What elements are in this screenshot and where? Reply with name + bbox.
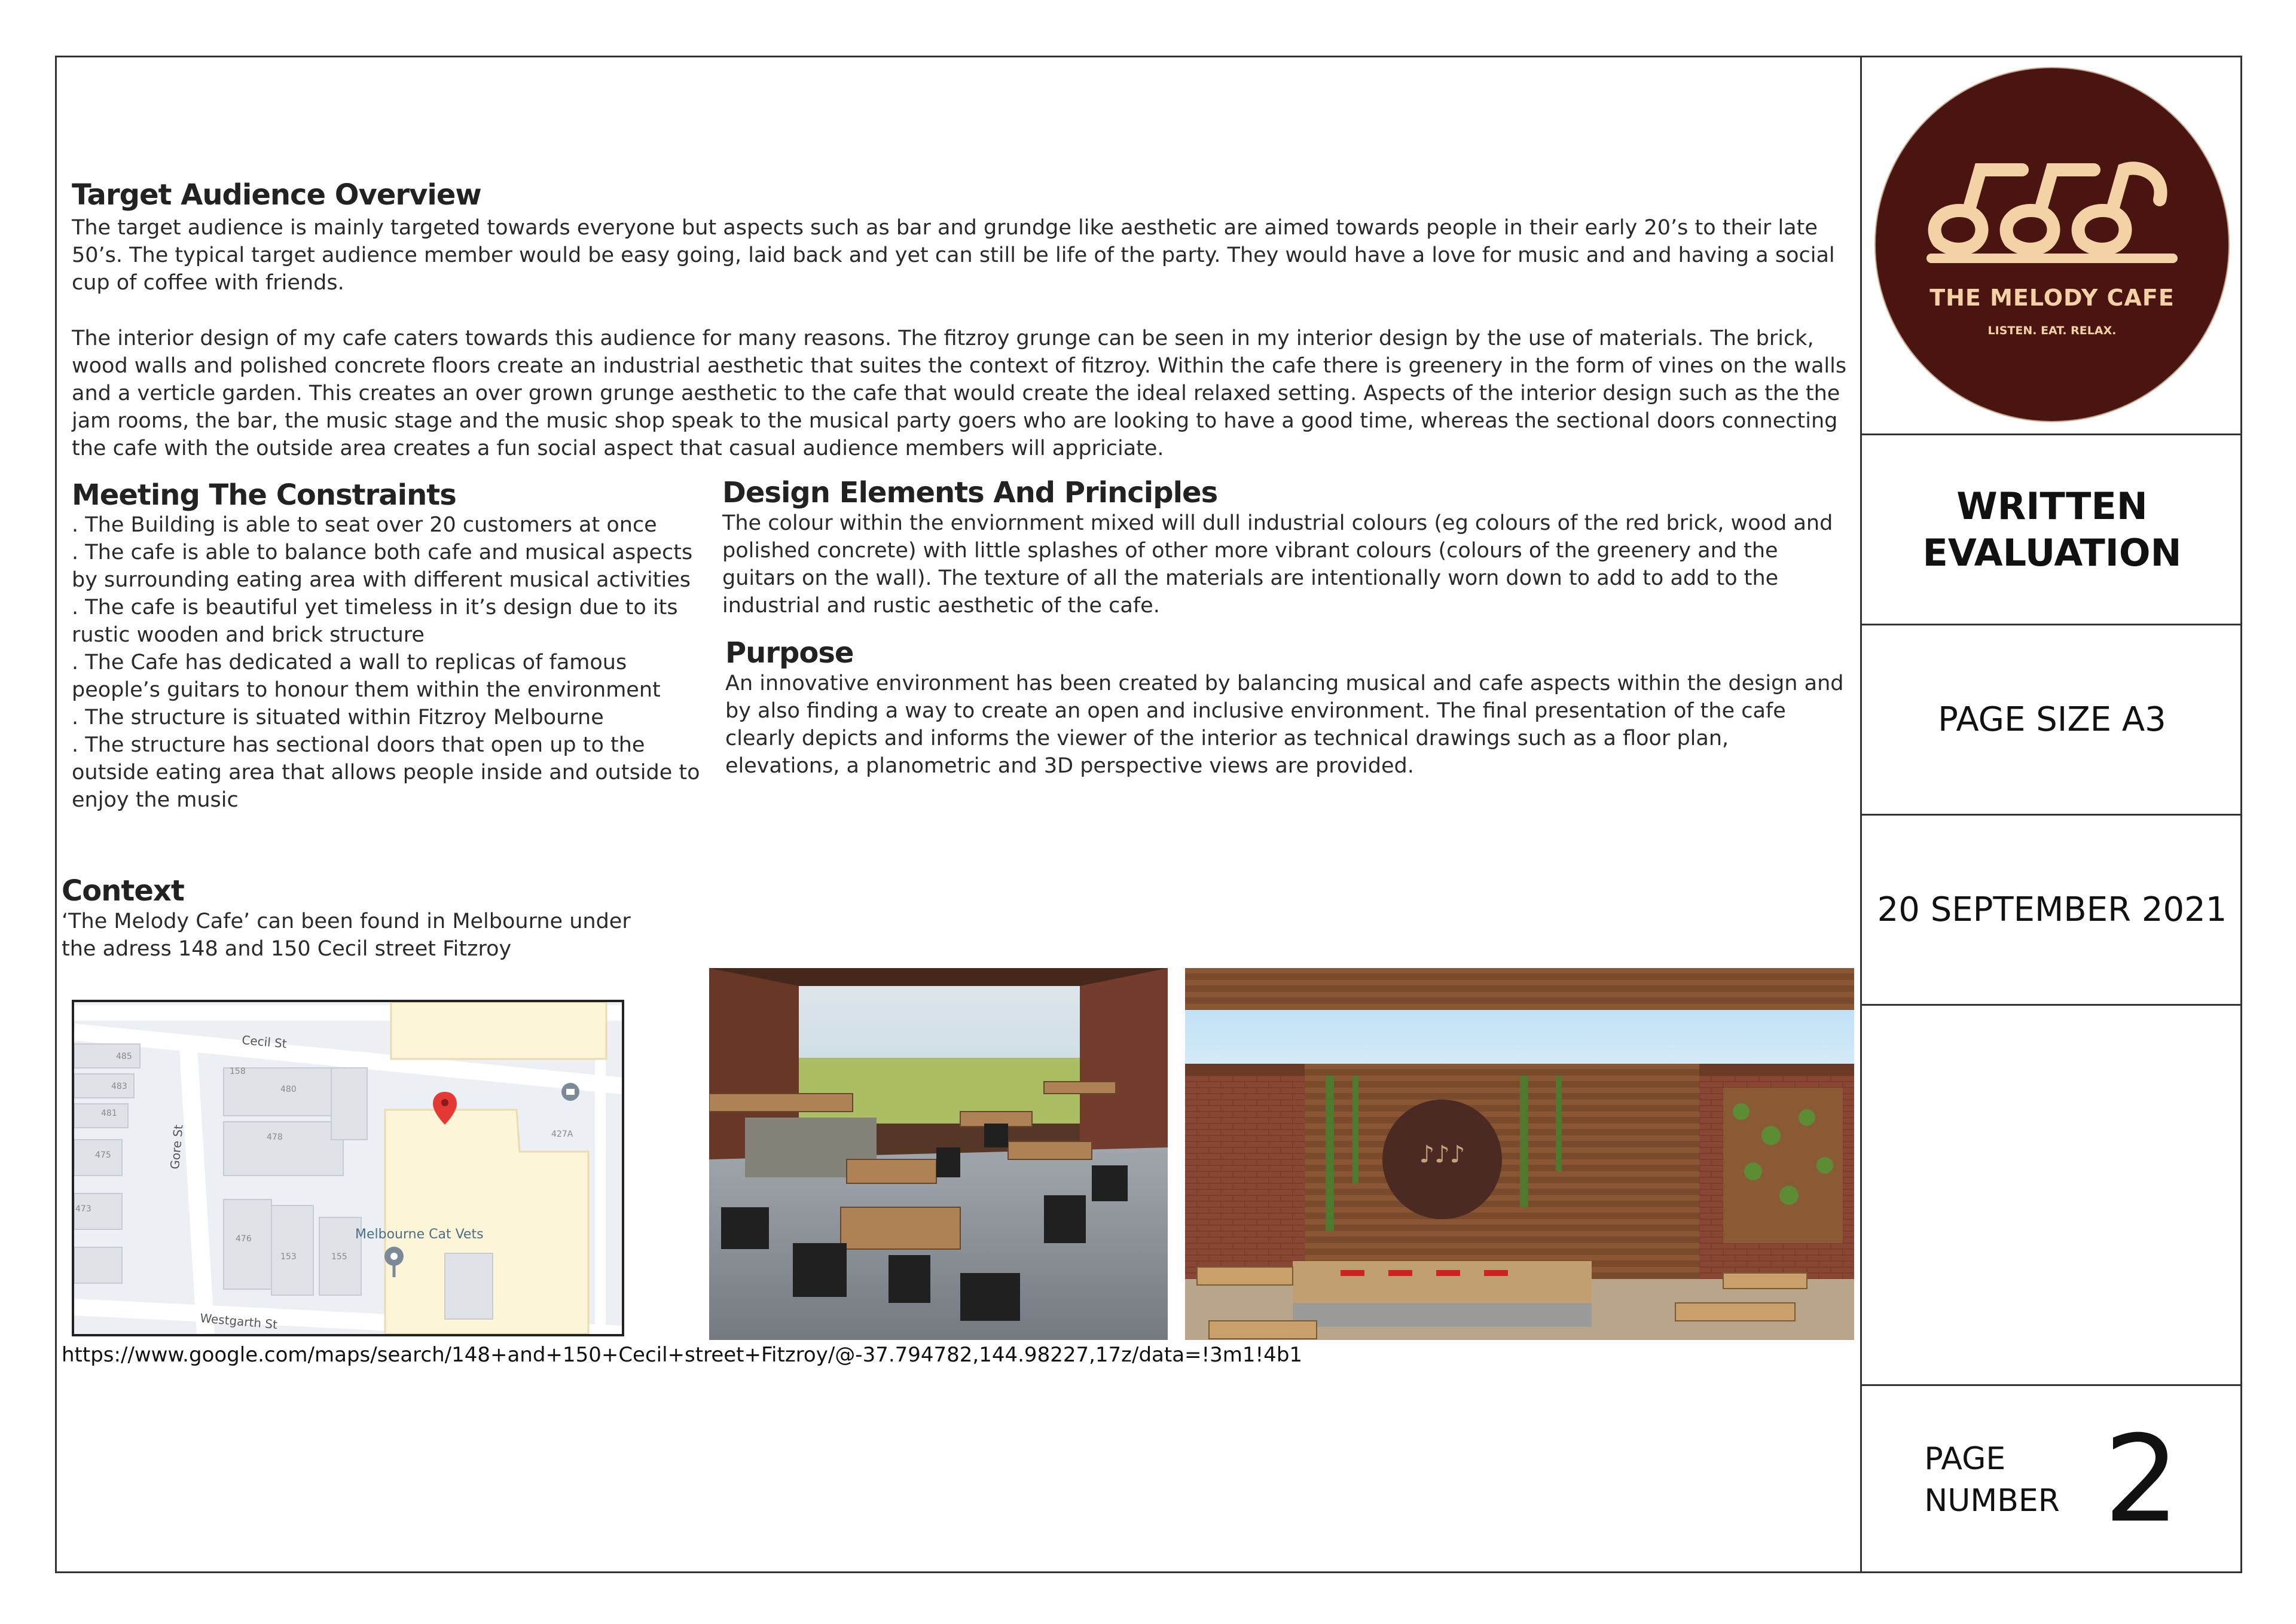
context-text: ‘The Melody Cafe’ can been found in Melbourne under the adress 148 and 150 Cecil street Fitzroy: [62, 909, 631, 961]
map-number: 153: [280, 1252, 297, 1262]
shop-pin-icon: [561, 1083, 579, 1101]
date-cell: [1862, 816, 2242, 1006]
map-number: 478: [267, 1132, 283, 1142]
page-size: PAGE SIZE A3: [1938, 700, 2166, 739]
location-map[interactable]: [72, 1000, 624, 1336]
context-heading: Context: [62, 874, 184, 908]
logo-name: THE MELODY CAFE: [1929, 285, 2175, 311]
map-number: 158: [230, 1067, 246, 1076]
title-block: [1860, 56, 2242, 1573]
constraint-item: . The structure has sectional doors that open up to the outside eating area that allows people inside and outside to enjoy the music: [72, 733, 700, 812]
constraint-item: . The structure is situated within Fitzroy Melbourne: [72, 706, 604, 729]
page-number-cell: [1862, 1386, 2242, 1573]
map-poi-label: Melbourne Cat Vets: [355, 1227, 484, 1242]
render-interior-stage-wall: [1185, 968, 1854, 1340]
target-audience-paragraph-1: The target audience is mainly targeted towards everyone but aspects such as bar and grundge like aesthetic are aimed towards people in their early 20’s to their late 50’s. The typical target audience member would be easy going, laid back and yet can still be life of the party. They would have a love for music and and having a social cup of coffee with friends.: [72, 216, 1835, 295]
page-number: 2: [2103, 1409, 2180, 1549]
map-number: 475: [95, 1150, 111, 1160]
music-note-logo-icon: [1915, 152, 2190, 271]
map-number: 481: [101, 1109, 117, 1118]
page-size-cell: [1862, 625, 2242, 816]
constraint-item: . The cafe is beautiful yet timeless in it’s design due to its rustic wooden and brick structure: [72, 596, 678, 647]
constraint-item: . The Building is able to seat over 20 customers at once: [72, 513, 657, 537]
map-street-gore: Gore St: [167, 1124, 186, 1170]
cafe-logo: [1874, 67, 2230, 422]
title-cell: [1862, 435, 2242, 625]
map-number: 427A: [551, 1130, 573, 1139]
constraint-item: . The Cafe has dedicated a wall to replicas of famous people’s guitars to honour them within the environment: [72, 651, 661, 702]
constraints-heading: Meeting The Constraints: [72, 478, 456, 512]
purpose-text: An innovative environment has been created by balancing musical and cafe aspects within the design and by also finding a way to create an open and inclusive environment. The final presentation of the cafe clearly depicts and informs the viewer of the interior as technical drawings such as a floor plan, elevations, a planometric and 3D perspective views are provided.: [725, 671, 1844, 778]
map-street-westgarth: Westgarth St: [199, 1311, 278, 1332]
logo-cell: [1862, 56, 2242, 435]
map-url[interactable]: https://www.google.com/maps/search/148+and+150+Cecil+street+Fitzroy/@-37.794782,144.98227,17z/data=!3m1!4b1: [62, 1343, 1303, 1367]
design-text: The colour within the enviornment mixed will dull industrial colours (eg colours of the red brick, wood and polished concrete) with little splashes of other more vibrant colours (colours of the greenery and the guitars on the wall). The texture of all the materials are intentionally worn down to add to add to the industrial and rustic aesthetic of the cafe.: [722, 511, 1833, 618]
map-number: 480: [280, 1085, 297, 1094]
map-number: 155: [331, 1252, 347, 1262]
document-title: WRITTEN EVALUATION: [1922, 484, 2182, 575]
map-number: 483: [111, 1082, 127, 1091]
render-logo-mark: ♪♪♪: [1419, 1141, 1465, 1168]
page-number-label: PAGE NUMBER: [1924, 1440, 2060, 1519]
map-street-cecil: Cecil St: [241, 1033, 288, 1051]
constraint-item: . The cafe is able to balance both cafe and musical aspects by surrounding eating area with different musical activities: [72, 541, 693, 592]
constraints-list: [72, 511, 712, 814]
map-number: 473: [75, 1204, 91, 1214]
map-number: 485: [116, 1052, 132, 1061]
map-number: 476: [236, 1234, 252, 1244]
document-date: 20 SEPTEMBER 2021: [1877, 890, 2227, 929]
target-audience-paragraph-2: The interior design of my cafe caters towards this audience for many reasons. The fitzroy grunge can be seen in my interior design by the use of materials. The brick, wood walls and polished concrete floors create an industrial aesthetic that suites the context of fitzroy. Within the cafe there is greenery in the form of vines on the walls and a verticle garden. This creates an over grown grunge aesthetic to the cafe that would create the ideal relaxed setting. Aspects of the interior design such as the the jam rooms, the bar, the music stage and the music shop speak to the musical party goers who are looking to have a good time, whereas the sectional doors connecting the cafe with the outside area creates a fun social aspect that casual audience members will appriciate.: [72, 326, 1847, 460]
render-outdoor-seating: [709, 968, 1168, 1340]
blank-cell: [1862, 1006, 2242, 1386]
map-graphic: [74, 1002, 622, 1334]
design-heading: Design Elements And Principles: [722, 476, 1218, 509]
purpose-heading: Purpose: [725, 636, 854, 670]
target-audience-heading: Target Audience Overview: [72, 178, 481, 212]
logo-tagline: LISTEN. EAT. RELAX.: [1987, 324, 2117, 337]
